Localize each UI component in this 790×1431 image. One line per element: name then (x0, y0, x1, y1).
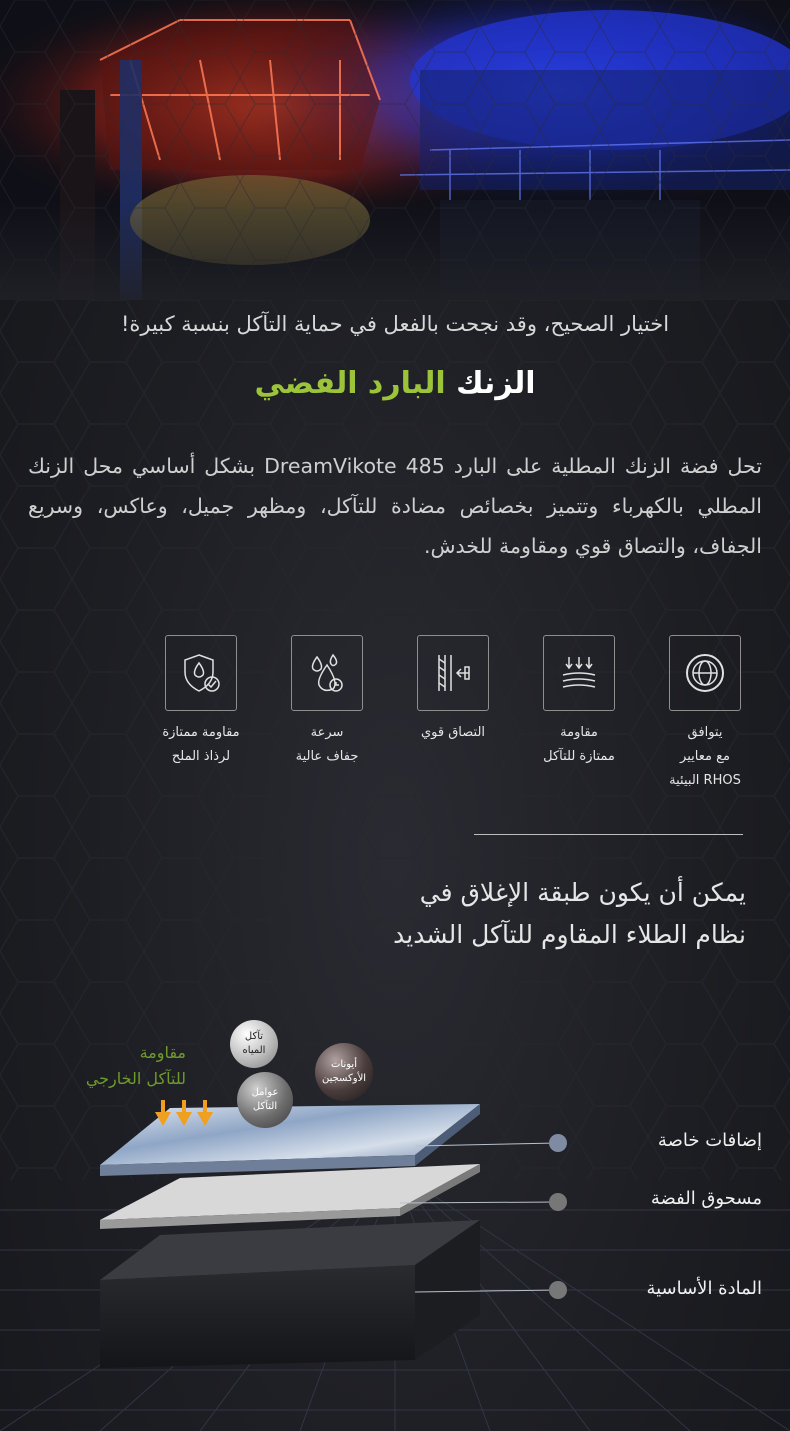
feature-caption (645, 721, 765, 793)
corrosion-factors-bubble (237, 1072, 293, 1128)
title-part: الزنك (456, 366, 536, 401)
feature-item (519, 635, 639, 769)
feature-caption (393, 721, 513, 745)
bubble-line: التآكل (252, 1101, 278, 1112)
feature-caption (519, 721, 639, 769)
feature-line: RHOS البيئية (669, 773, 741, 788)
external-line: مقاومة (139, 1043, 186, 1062)
feature-line: لرذاذ الملح (171, 749, 231, 764)
feature-line: ممتازة للتآكل (543, 749, 615, 764)
feature-caption (141, 721, 261, 769)
subheading-line: يمكن أن يكون طبقة الإغلاق في (419, 878, 746, 907)
leader-dot (549, 1193, 567, 1211)
oxygen-ions-bubble (315, 1043, 373, 1101)
leader-dot (549, 1134, 567, 1152)
feature-line: مقاومة (560, 725, 598, 740)
feature-icon-box (669, 635, 741, 711)
subheading (200, 872, 746, 956)
intro-text: اختيار الصحيح، وقد نجحت بالفعل في حماية التآكل بنسبة كبيرة! (120, 312, 670, 336)
hero-image (0, 0, 790, 300)
feature-icon-box (291, 635, 363, 711)
feature-line: التصاق قوي (420, 725, 486, 740)
bubble-line: الأوكسجين (321, 1073, 367, 1084)
bubble-line: أيونات (331, 1059, 357, 1070)
feature-line: يتوافق (687, 725, 723, 740)
bubble-line: المياه (242, 1045, 266, 1056)
base-layer-front (100, 1265, 415, 1368)
leader-dot (549, 1281, 567, 1299)
feature-line: مع معايير (680, 749, 730, 764)
globe-icon (683, 651, 727, 695)
external-corrosion-label (30, 1040, 186, 1092)
feature-line: سرعة (310, 725, 344, 740)
feature-icon-box (543, 635, 615, 711)
bubble-line: عوامل (251, 1087, 279, 1098)
layer-label-silver-powder: مسحوق الفضة (650, 1188, 762, 1209)
droplet-clock-icon (305, 651, 349, 695)
feature-line: مقاومة ممتازة (162, 725, 240, 740)
bubble-line: تآكل (244, 1031, 264, 1042)
feature-icon-box (417, 635, 489, 711)
feature-caption (267, 721, 387, 769)
title-highlight: البارد الفضي (254, 366, 446, 401)
description: تحل فضة الزنك المطلية على البارد DreamVikote 485 بشكل أساسي محل الزنك المطلي بالكهرباء وتتميز بخصائص مضادة للتآكل، ومظهر جميل، وعاكس، وسريع الجفاف، والتصاق قوي ومقاومة للخدش. (28, 454, 762, 558)
adhesion-icon (431, 651, 475, 695)
subheading-line: نظام الطلاء المقاوم للتآكل الشديد (393, 920, 746, 949)
feature-item (393, 635, 513, 745)
feature-item (141, 635, 261, 769)
features-row (140, 635, 770, 795)
down-arrows-icon (155, 1100, 213, 1126)
layer-label-additives: إضافات خاصة (657, 1130, 762, 1151)
feature-line: جفاف عالية (295, 749, 359, 764)
feature-item (645, 635, 765, 793)
water-corrosion-bubble (230, 1020, 278, 1068)
layers-arrows-icon (557, 651, 601, 695)
feature-item (267, 635, 387, 769)
page-title (0, 366, 790, 401)
divider (474, 834, 743, 835)
external-line: للتآكل الخارجي (85, 1069, 186, 1088)
layer-label-base-material: المادة الأساسية (646, 1278, 762, 1299)
shield-droplet-icon (179, 651, 223, 695)
feature-icon-box (165, 635, 237, 711)
